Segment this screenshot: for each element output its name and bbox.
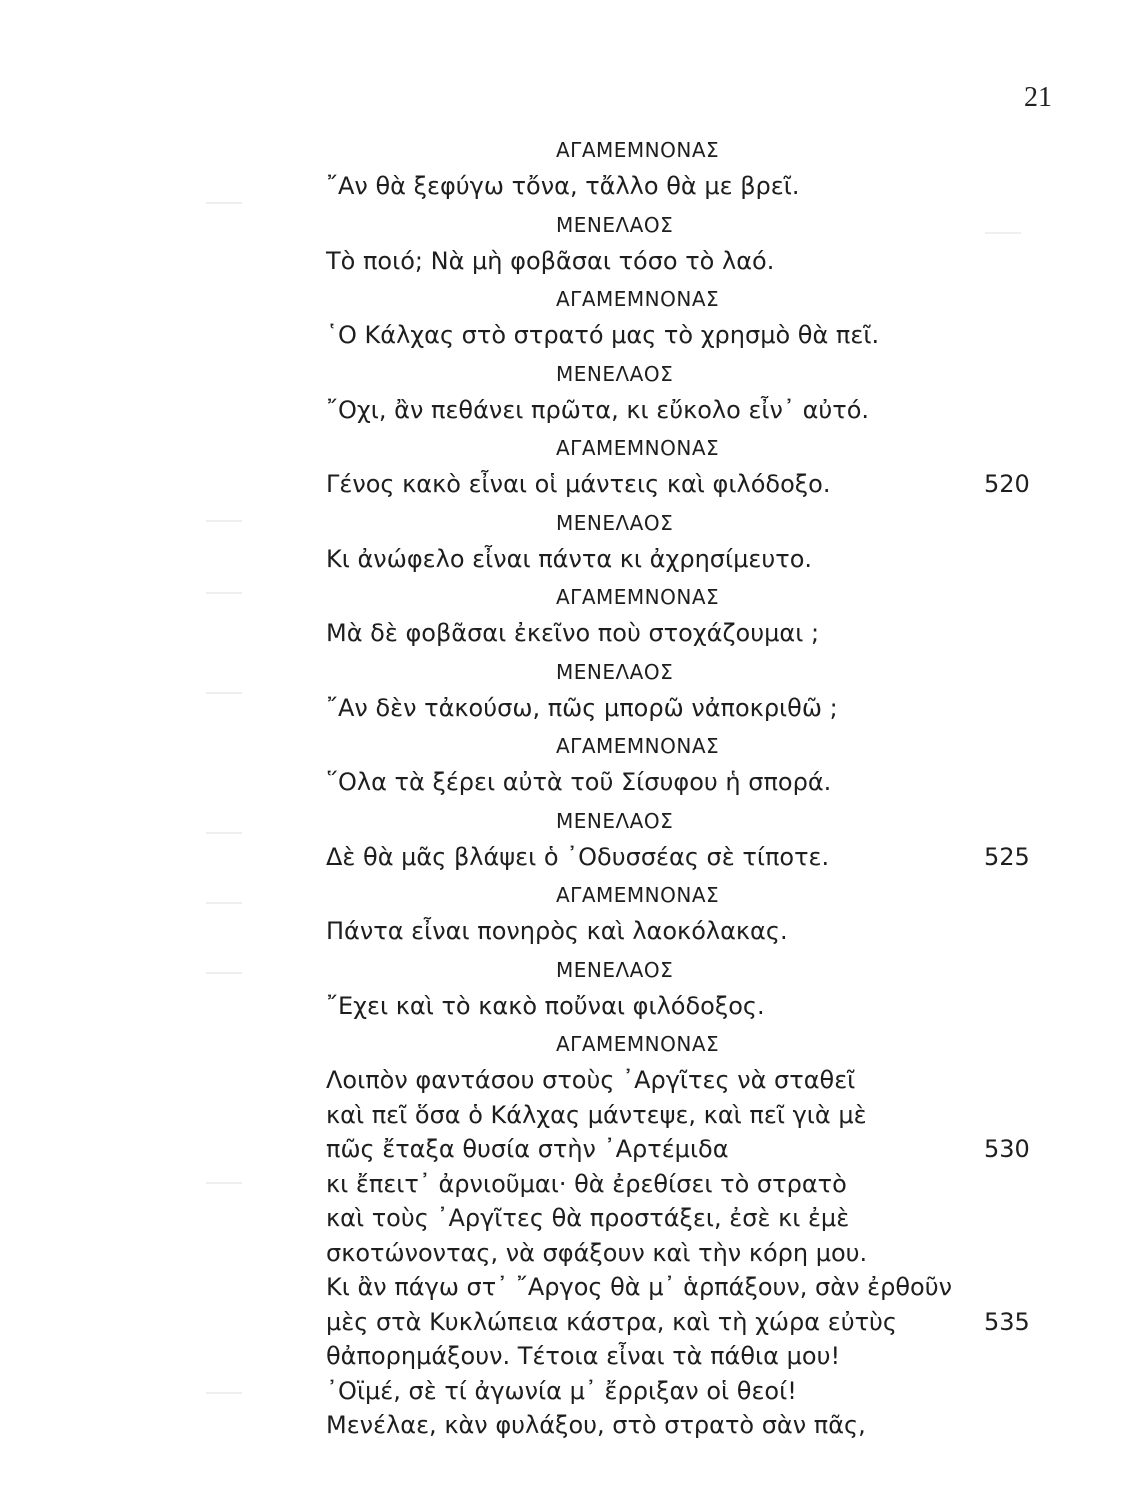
line-number: 520 [984,470,1030,498]
verse-line: Κι ἀνώφελο εἶναι πάντα κι ἀχρησίμευτο. [326,544,813,573]
verse-line: μὲς στὰ Κυκλώπεια κάστρα, καὶ τὴ χώρα εὐτὺς [326,1307,897,1336]
speaker-name: ΑΓΑΜΕΜΝΟΝΑΣ [556,585,720,609]
verse-line: Κι ἂν πάγω στ᾿ ῎Αργος θὰ μ᾿ ἁρπάξουν, σὰν ἐρθοῦν [326,1273,952,1301]
line-number: 535 [984,1307,1030,1336]
speaker-name: ΜΕΝΕΛΑΟΣ [556,510,674,535]
speaker-name: ΜΕΝΕΛΑΟΣ [556,212,674,237]
verse-line: Πάντα εἶναι πονηρὸς καὶ λαοκόλακας. [326,917,788,945]
verse-line: πῶς ἔταξα θυσία στὴν ᾿Αρτέμιδα [326,1135,729,1163]
speaker-name: ΑΓΑΜΕΜΝΟΝΑΣ [556,734,720,758]
speaker-name: ΑΓΑΜΕΜΝΟΝΑΣ [556,1032,720,1056]
verse-line: θἀπορημάξουν. Τέτοια εἶναι τὰ πάθια μου! [326,1342,841,1370]
verse-line: ῎Αν δὲν τἀκούσω, πῶς μπορῶ νἀποκριθῶ ; [326,693,838,722]
speaker-name: ΑΓΑΜΕΜΝΟΝΑΣ [556,436,720,460]
verse-line: Μὰ δὲ φοβᾶσαι ἐκεῖνο ποὺ στοχάζουμαι ; [326,619,820,647]
verse-line: Γένος κακὸ εἶναι οἱ μάντεις καὶ φιλόδοξο. [326,470,831,498]
verse-line: ῾Ο Κάλχας στὸ στρατό μας τὸ χρησμὸ θὰ πεῖ. [326,321,880,349]
verse-line: Μενέλαε, κὰν φυλάξου, στὸ στρατὸ σὰν πᾶς, [326,1411,866,1439]
verse-line: ᾿Οϊμέ, σὲ τί ἀγωνία μ᾿ ἔρριξαν οἱ θεοί! [326,1376,797,1405]
verse-line: σκοτώνοντας, νὰ σφάξουν καὶ τὴν κόρη μου. [326,1238,868,1267]
verse-line: Τὸ ποιό; Νὰ μὴ φοβᾶσαι τόσο τὸ λαό. [326,246,775,275]
speaker-name: ΜΕΝΕΛΑΟΣ [556,659,674,684]
speaker-name: ΑΓΑΜΕΜΝΟΝΑΣ [556,138,720,162]
speaker-name: ΜΕΝΕΛΑΟΣ [556,957,674,982]
verse-line: καὶ πεῖ ὅσα ὁ Κάλχας μάντεψε, καὶ πεῖ γιὰ μὲ [326,1100,867,1129]
verse-line: ῎Οχι, ἂν πεθάνει πρῶτα, κι εὔκολο εἶν᾿ αὐτό. [326,395,870,424]
speaker-name: ΑΓΑΜΕΜΝΟΝΑΣ [556,287,720,311]
line-number: 530 [984,1135,1030,1163]
speaker-name: ΑΓΑΜΕΜΝΟΝΑΣ [556,883,720,907]
verse-line: καὶ τοὺς ᾿Αργῖτες θὰ προστάξει, ἐσὲ κι ἐμὲ [326,1204,850,1232]
speaker-name: ΜΕΝΕΛΑΟΣ [556,808,674,833]
page-number: 21 [1024,82,1052,113]
verse-line: ῎Αν θὰ ξεφύγω τὄνα, τἄλλο θὰ με βρεῖ. [326,172,800,200]
verse-line: Λοιπὸν φαντάσου στοὺς ᾿Αργῖτες νὰ σταθεῖ [326,1066,856,1094]
verse-line: ῞Ολα τὰ ξέρει αὐτὰ τοῦ Σίσυφου ἡ σπορά. [326,768,832,796]
verse-line: ῎Εχει καὶ τὸ κακὸ ποὔναι φιλόδοξος. [326,991,765,1020]
line-number: 525 [984,842,1030,871]
verse-line: κι ἔπειτ᾿ ἀρνιοῦμαι· θὰ ἐρεθίσει τὸ στρατὸ [326,1169,847,1198]
speaker-name: ΜΕΝΕΛΑΟΣ [556,361,674,386]
verse-line: Δὲ θὰ μᾶς βλάψει ὁ ᾿Οδυσσέας σὲ τίποτε. [326,842,830,871]
